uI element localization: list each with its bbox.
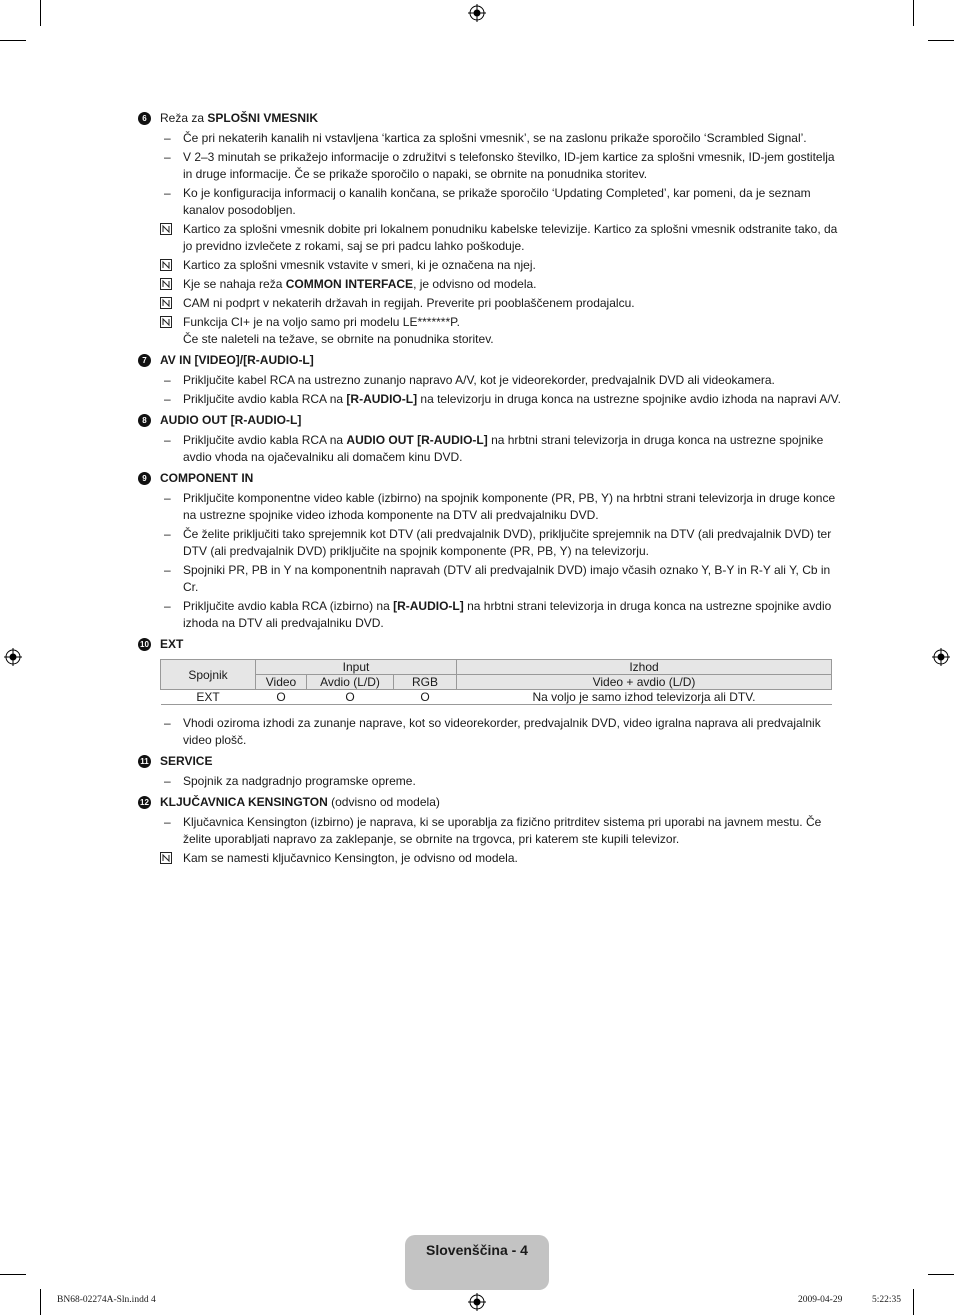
note-icon bbox=[160, 223, 172, 235]
table-cell: O bbox=[394, 690, 457, 705]
item-text: Če ste naleteli na težave, se obrnite na ponudnika storitev. bbox=[183, 332, 494, 346]
tail-sections bbox=[138, 753, 842, 867]
item-bold-text: [R-AUDIO-L] bbox=[346, 392, 418, 406]
table-cell: EXT bbox=[161, 690, 256, 705]
table-cell: Na voljo je samo izhod televizorja ali DTV. bbox=[457, 690, 832, 705]
section-heading bbox=[138, 110, 842, 127]
dash-bullet: – bbox=[164, 716, 171, 730]
dash-item bbox=[138, 598, 842, 632]
dash-bullet: – bbox=[164, 815, 171, 829]
dash-item bbox=[138, 715, 842, 749]
item-text: Če pri nekaterih kanalih ni vstavljena ‘kartica za splošni vmesnik’, se na zaslonu prikaže sporočilo ‘Scrambled Signal’. bbox=[183, 131, 807, 145]
dash-item bbox=[138, 432, 842, 466]
item-text: na hrbtni strani televizorja in druga konca na ustrezne spojnike avdio izhoda na DTV ali predvajalniku DVD. bbox=[183, 599, 832, 630]
section-heading bbox=[138, 794, 842, 811]
table-header-rgb: RGB bbox=[394, 675, 457, 690]
note-icon bbox=[160, 278, 172, 290]
dash-item bbox=[138, 130, 842, 147]
dash-bullet: – bbox=[164, 373, 171, 387]
dash-bullet: – bbox=[164, 131, 171, 145]
slug-file: BN68-02274A-Sln.indd 4 bbox=[57, 1295, 156, 1305]
note-icon bbox=[160, 297, 172, 309]
item-bold-text: COMMON INTERFACE bbox=[285, 277, 414, 291]
section-heading bbox=[138, 470, 842, 487]
note-item bbox=[138, 221, 842, 255]
note-icon bbox=[160, 852, 172, 864]
section-number-badge: 7 bbox=[138, 354, 151, 367]
dash-bullet: – bbox=[164, 150, 171, 164]
section-items bbox=[138, 372, 842, 408]
section-title-prefix: Reža za bbox=[160, 111, 208, 125]
table-header-video-avdio: Video + avdio (L/D) bbox=[457, 675, 832, 690]
item-text: , je odvisno od modela. bbox=[413, 277, 537, 291]
ext-connector-table bbox=[160, 659, 832, 705]
section-title: COMPONENT IN bbox=[160, 471, 254, 485]
page-content bbox=[138, 110, 842, 869]
crop-mark bbox=[40, 0, 41, 26]
section-title: AV IN [VIDEO]/[R-AUDIO-L] bbox=[160, 353, 314, 367]
note-item bbox=[138, 314, 842, 348]
section-heading bbox=[138, 412, 842, 429]
section-title: SERVICE bbox=[160, 754, 213, 768]
item-text: Vhodi oziroma izhodi za zunanje naprave, kot so videorekorder, predvajalnik DVD, video igralna naprava ali predvajalnik video plošč. bbox=[183, 716, 821, 747]
dash-bullet: – bbox=[164, 599, 171, 613]
section-number-badge: 6 bbox=[138, 112, 151, 125]
section-title: KLJUČAVNICA KENSINGTON bbox=[160, 795, 328, 809]
item-text: V 2–3 minutah se prikažejo informacije o združitvi s telefonsko številko, ID-jem kartice za splošni vmesnik, ID-jem gostitelja in druge informacije. Če se prikaže sporočilo o napaki, se obrnite na ponudnika storitev. bbox=[183, 150, 835, 181]
item-text: Če želite priključiti tako sprejemnik kot DTV (ali predvajalnik DVD), priključite sprejemnik na DTV (ali predvajalnik DVD) ter DTV (ali predvajalnik DVD) priključite na spojnik komponente (PR, PB, Y) na televizorju. bbox=[183, 527, 832, 558]
item-text: na hrbtni strani televizorja in druga konca na ustrezne spojnike avdio vhoda na ojačevalniku ali domačem kinu DVD. bbox=[183, 433, 824, 464]
section-items bbox=[138, 130, 842, 348]
dash-item bbox=[138, 149, 842, 183]
dash-bullet: – bbox=[164, 433, 171, 447]
dash-item bbox=[138, 562, 842, 596]
dash-item bbox=[138, 814, 842, 848]
section-number-badge: 10 bbox=[138, 638, 151, 651]
item-text: Spojnik za nadgradnjo programske opreme. bbox=[183, 774, 416, 788]
section-number-badge: 8 bbox=[138, 414, 151, 427]
note-icon bbox=[160, 259, 172, 271]
dash-item bbox=[138, 372, 842, 389]
item-text: Kartico za splošni vmesnik vstavite v smeri, ki je označena na njej. bbox=[183, 258, 536, 272]
page-label: Slovenščina - 4 bbox=[426, 1242, 528, 1258]
item-text: Kje se nahaja reža bbox=[183, 277, 286, 291]
note-item bbox=[138, 257, 842, 274]
item-bold-text: [R-AUDIO-L] bbox=[393, 599, 464, 613]
section-title: SPLOŠNI VMESNIK bbox=[207, 111, 319, 125]
dash-bullet: – bbox=[164, 774, 171, 788]
slug-date: 2009-04-29 bbox=[798, 1295, 843, 1305]
item-text: Priključite avdio kabla RCA na bbox=[183, 392, 347, 406]
section-items bbox=[138, 490, 842, 632]
table-header-spojnik: Spojnik bbox=[161, 660, 256, 690]
sections-list bbox=[138, 110, 842, 632]
dash-bullet: – bbox=[164, 392, 171, 406]
section-heading bbox=[138, 352, 842, 369]
table-header-video: Video bbox=[256, 675, 307, 690]
section-title-suffix: (odvisno od modela) bbox=[327, 795, 440, 809]
table-cell: O bbox=[307, 690, 394, 705]
section-number-badge: 9 bbox=[138, 472, 151, 485]
note-item bbox=[138, 850, 842, 867]
section-items bbox=[138, 773, 842, 790]
note-item bbox=[138, 276, 842, 293]
item-text: Ključavnica Kensington (izbirno) je naprava, ki se uporablja za fizično pritrditev sistema pri uporabi na javnem mestu. Če želite uporabljati napravo za zaklepanje, se obrnite na trgovca, pri katerem ste kupili televizor. bbox=[183, 815, 822, 846]
item-text: Spojniki PR, PB in Y na komponentnih napravah (DTV ali predvajalnik DVD) imajo včasih oznako Y, B-Y in R-Y ali Y, Cb in Cr. bbox=[183, 563, 831, 594]
section-heading bbox=[138, 753, 842, 770]
dash-item bbox=[138, 526, 842, 560]
crop-mark bbox=[913, 1289, 914, 1315]
registration-mark-icon bbox=[4, 648, 22, 666]
section-ext bbox=[138, 636, 842, 653]
section-number-badge: 12 bbox=[138, 796, 151, 809]
table-header-izhod: Izhod bbox=[457, 660, 832, 675]
crop-mark bbox=[913, 0, 914, 26]
crop-mark bbox=[928, 1274, 954, 1275]
dash-item bbox=[138, 185, 842, 219]
section-title: EXT bbox=[160, 637, 184, 651]
section-title: AUDIO OUT [R-AUDIO-L] bbox=[160, 413, 302, 427]
item-text: Priključite komponentne video kable (izbirno) na spojnik komponente (PR, PB, Y) na hrbtni strani televizorja in druge konce na ustrezne spojnike video izhoda komponente na DTV ali predvajalniku DVD. bbox=[183, 491, 836, 522]
note-item bbox=[138, 295, 842, 312]
dash-bullet: – bbox=[164, 186, 171, 200]
note-icon bbox=[160, 316, 172, 328]
dash-bullet: – bbox=[164, 527, 171, 541]
crop-mark bbox=[0, 40, 26, 41]
crop-mark bbox=[40, 1289, 41, 1315]
dash-item bbox=[138, 391, 842, 408]
crop-mark bbox=[0, 1274, 26, 1275]
table-header-input: Input bbox=[256, 660, 457, 675]
section-items bbox=[138, 814, 842, 867]
table-cell: O bbox=[256, 690, 307, 705]
crop-mark bbox=[928, 40, 954, 41]
registration-mark-icon bbox=[932, 648, 950, 666]
ext-items bbox=[138, 715, 842, 749]
item-text: na televizorju in druga konca na ustrezne spojnike avdio izhoda na napravi A/V. bbox=[417, 392, 841, 406]
item-bold-text: AUDIO OUT [R-AUDIO-L] bbox=[346, 433, 488, 447]
item-text: Kartico za splošni vmesnik dobite pri lokalnem ponudniku kabelske televizije. Kartico za splošni vmesnik odstranite tako, da jo previdno izvlečete z rokami, saj se pri padcu lahko poškoduje. bbox=[183, 222, 838, 253]
dash-bullet: – bbox=[164, 491, 171, 505]
registration-mark-icon bbox=[468, 4, 486, 22]
table-header-avdio: Avdio (L/D) bbox=[307, 675, 394, 690]
item-text: Funkcija CI+ je na voljo samo pri modelu LE*******P. bbox=[183, 315, 460, 329]
registration-mark-icon bbox=[468, 1293, 486, 1311]
item-text: Kam se namesti ključavnico Kensington, je odvisno od modela. bbox=[183, 851, 518, 865]
section-items bbox=[138, 432, 842, 466]
item-text: Ko je konfiguracija informacij o kanalih končana, se prikaže sporočilo ‘Updating Completed’, kar pomeni, da je seznam kanalov posodobljen. bbox=[183, 186, 811, 217]
dash-bullet: – bbox=[164, 563, 171, 577]
dash-item bbox=[138, 773, 842, 790]
item-text: Priključite avdio kabla RCA (izbirno) na bbox=[183, 599, 394, 613]
section-number-badge: 11 bbox=[138, 755, 151, 768]
item-text: Priključite kabel RCA na ustrezno zunanjo napravo A/V, kot je videorekorder, predvajalnik DVD ali videokamera. bbox=[183, 373, 775, 387]
item-text: Priključite avdio kabla RCA na bbox=[183, 433, 347, 447]
item-text: CAM ni podprt v nekaterih državah in regijah. Preverite pri pooblaščenem prodajalcu. bbox=[183, 296, 635, 310]
dash-item bbox=[138, 490, 842, 524]
slug-time: 5:22:35 bbox=[872, 1295, 902, 1305]
